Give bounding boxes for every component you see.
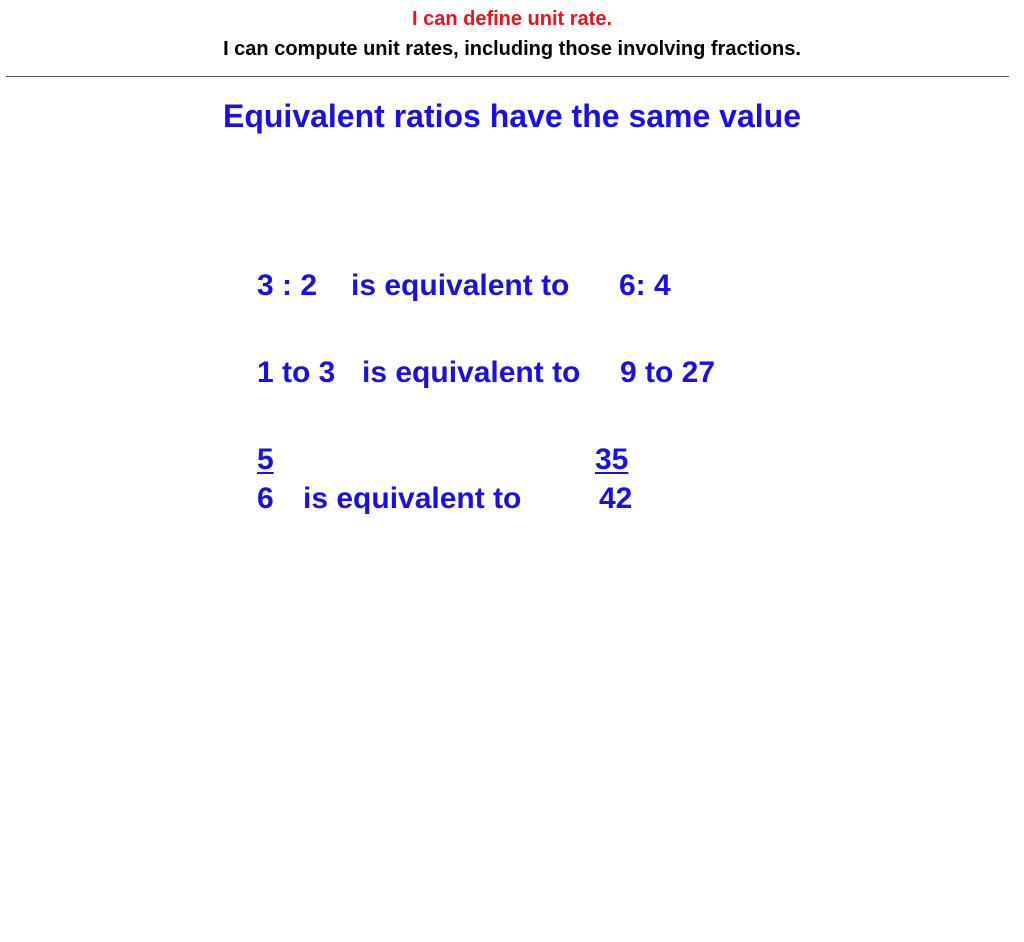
example-words-left: 1 to 3 xyxy=(257,356,336,389)
example-colon-phrase: is equivalent to xyxy=(351,269,570,302)
learning-objective-compute: I can compute unit rates, including those involving fractions. xyxy=(223,38,801,60)
example-fraction-phrase: is equivalent to xyxy=(303,482,522,515)
example-words-phrase: is equivalent to xyxy=(362,356,581,389)
example-words-right: 9 to 27 xyxy=(620,356,716,389)
page-title: Equivalent ratios have the same value xyxy=(222,98,801,134)
header-divider xyxy=(6,76,1009,77)
example-colon-right: 6: 4 xyxy=(619,269,671,302)
learning-objective-define: I can define unit rate. xyxy=(411,8,613,30)
fraction-right-denominator: 42 xyxy=(599,482,633,515)
fraction-right-numerator: 35 xyxy=(595,443,629,476)
example-colon-left: 3 : 2 xyxy=(257,269,318,302)
fraction-left-numerator: 5 xyxy=(257,443,274,476)
fraction-left-denominator: 6 xyxy=(257,482,274,515)
